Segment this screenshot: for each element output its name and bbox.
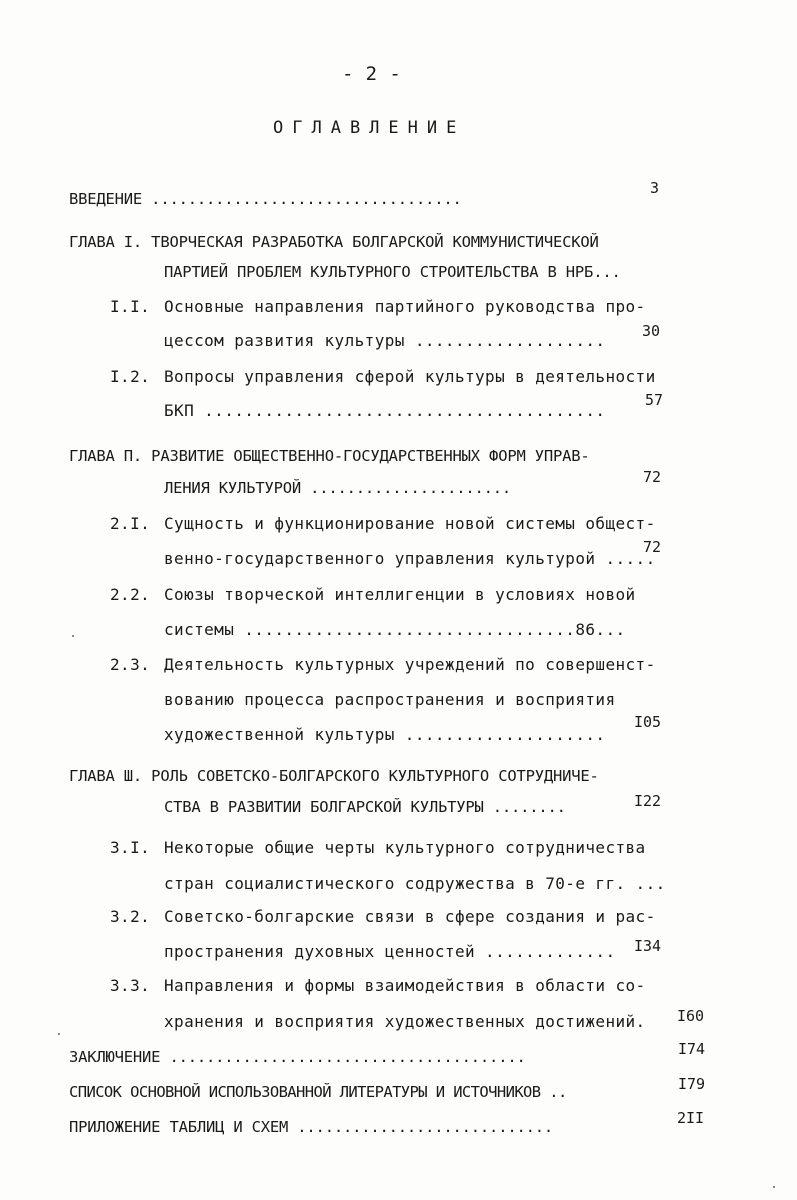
section-3-3-line-1: Направления и формы взаимодействия в области со- xyxy=(164,976,646,995)
conclusion-line: ЗАКЛЮЧЕНИЕ ....................................... xyxy=(69,1048,526,1066)
toc-title: ОГЛАВЛЕНИЕ xyxy=(273,118,466,138)
section-2-3-line-1: Деятельность культурных учреждений по совершенст- xyxy=(164,655,656,674)
chapter-2-line-2: ЛЕНИЯ КУЛЬТУРОЙ ...................... xyxy=(164,479,512,497)
intro-line: ВВЕДЕНИЕ .................................. xyxy=(69,190,462,208)
section-2-1-line-1: Сущность и функционирование новой системы общест- xyxy=(164,514,656,533)
section-2-1-number: 2.I. xyxy=(110,514,151,533)
chapter-2-line-1: ГЛАВА П. РАЗВИТИЕ ОБЩЕСТВЕННО-ГОСУДАРСТВЕННЫХ ФОРМ УПРАВ- xyxy=(69,447,590,465)
section-2-3-line-2: вованию процесса распространения и восприятия xyxy=(164,690,616,709)
section-1-2-line-1: Вопросы управления сферой культуры в деятельности xyxy=(164,367,656,386)
chapter-2-page: 72 xyxy=(643,468,662,486)
section-3-1-line-2: стран социалистического содружества в 70-е гг. ... xyxy=(164,874,666,893)
section-1-1-line-2: цессом развития культуры ................... xyxy=(164,331,606,350)
section-1-2-line-2: БКП ........................................ xyxy=(164,401,606,420)
section-2-3-number: 2.3. xyxy=(110,655,151,674)
section-1-1-page: 30 xyxy=(642,322,661,340)
chapter-1-line-2: ПАРТИЕЙ ПРОБЛЕМ КУЛЬТУРНОГО СТРОИТЕЛЬСТВА В НРБ... xyxy=(164,263,621,281)
appendix-line: ПРИЛОЖЕНИЕ ТАБЛИЦ И СХЕМ ............................ xyxy=(69,1118,553,1136)
section-3-2-page: I34 xyxy=(634,937,662,955)
section-3-3-line-2: хранения и восприятия художественных достижений. xyxy=(164,1012,646,1031)
section-1-1-line-1: Основные направления партийного руководства про- xyxy=(164,297,646,316)
section-1-2-number: I.2. xyxy=(110,367,151,386)
conclusion-page: I74 xyxy=(678,1040,706,1058)
appendix-page: 2II xyxy=(677,1109,705,1127)
scan-speck xyxy=(58,1033,60,1035)
chapter-3-line-2: СТВА В РАЗВИТИИ БОЛГАРСКОЙ КУЛЬТУРЫ ........ xyxy=(164,798,566,816)
section-2-1-page: 72 xyxy=(643,538,662,556)
bibliography-page: I79 xyxy=(678,1075,706,1093)
page-number: - 2 - xyxy=(342,63,402,85)
section-2-3-line-3: художественной культуры .................... xyxy=(164,725,606,744)
section-2-2-line-1: Союзы творческой интеллигенции в условиях новой xyxy=(164,585,636,604)
scan-speck xyxy=(773,1186,775,1188)
section-2-2-number: 2.2. xyxy=(110,585,151,604)
scan-speck xyxy=(72,635,74,637)
section-3-2-line-2: пространения духовных ценностей ............. xyxy=(164,942,616,961)
intro-page: 3 xyxy=(650,179,660,197)
section-3-1-line-1: Некоторые общие черты культурного сотрудничества xyxy=(164,838,646,857)
section-3-2-line-1: Советско-болгарские связи в сфере создания и рас- xyxy=(164,907,656,926)
chapter-3-page: I22 xyxy=(634,792,662,810)
chapter-1-line-1: ГЛАВА I. ТВОРЧЕСКАЯ РАЗРАБОТКА БОЛГАРСКОЙ КОММУНИСТИЧЕСКОЙ xyxy=(69,233,599,251)
section-1-2-page: 57 xyxy=(645,391,664,409)
section-2-3-page: I05 xyxy=(634,713,662,731)
section-2-2-line-2: системы .................................86... xyxy=(164,620,626,639)
section-3-1-number: 3.I. xyxy=(110,838,151,857)
section-3-3-page: I60 xyxy=(677,1007,705,1025)
section-2-1-line-2: венно-государственного управления культурой ..... xyxy=(164,549,656,568)
chapter-3-line-1: ГЛАВА Ш. РОЛЬ СОВЕТСКО-БОЛГАРСКОГО КУЛЬТУРНОГО СОТРУДНИЧЕ- xyxy=(69,767,599,785)
section-3-3-number: 3.3. xyxy=(110,976,151,995)
bibliography-line: СПИСОК ОСНОВНОЙ ИСПОЛЬЗОВАННОЙ ЛИТЕРАТУРЫ И ИСТОЧНИКОВ .. xyxy=(69,1083,567,1101)
section-1-1-number: I.I. xyxy=(110,297,151,316)
section-3-2-number: 3.2. xyxy=(110,907,151,926)
